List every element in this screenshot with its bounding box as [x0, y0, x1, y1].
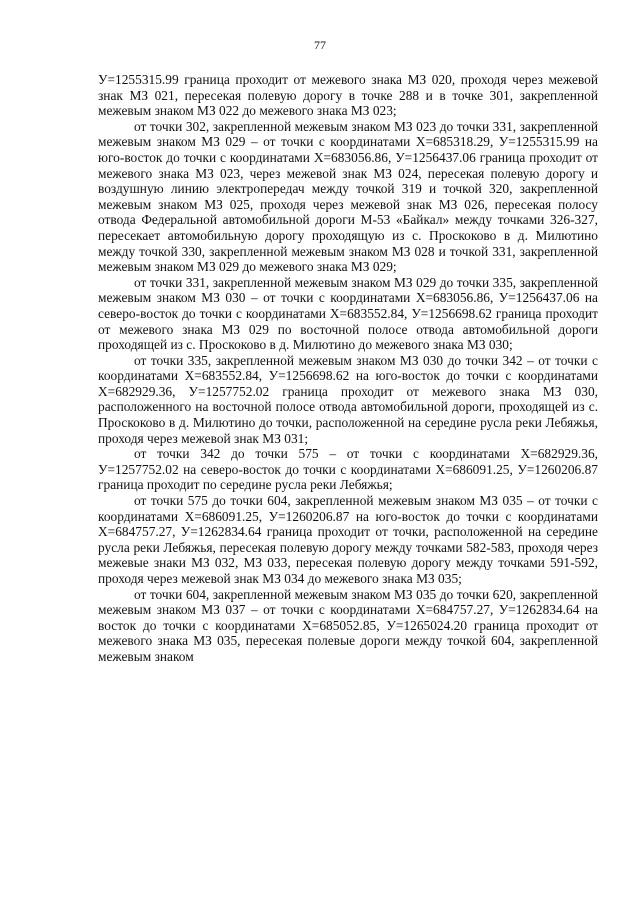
paragraph: от точки 335, закрепленной межевым знаком МЗ 030 до точки 342 – от точки с координатами Х=683552.84, У=1256698.62 на юго-восток до точки с координатами Х=682929.36, У=1257752.02 граница проходит от межевого знака МЗ 030, расположенного на восточной полосе отвода автомобильной дороги, проходящей из с. Проскоково в д. Милютино до точки, расположенной на середине русла реки Лебяжья, проходя через межевой знак МЗ 031; [98, 352, 598, 446]
paragraph: от точки 302, закрепленной межевым знаком МЗ 023 до точки 331, закрепленной межевым знаком МЗ 029 – от точки с координатами Х=685318.29, У=1255315.99 на юго-восток до точки с координатами Х=683056.86, У=1256437.06 граница проходит от межевого знака МЗ 023, через межевой знак МЗ 024, пересекая полевую дорогу и воздушную линию электропередач между точкой 319 и точкой 320, закрепленной межевым знаком МЗ 025, проходя через межевой знак МЗ 026, пересекая полосу отвода Федеральной автомобильной дороги М-53 «Байкал» между точками 326-327, пересекает автомобильную дорогу проходящую из с. Проскоково в д. Милютино между точкой 330, закрепленной межевым знаком МЗ 028 и точкой 331, закрепленной межевым знаком МЗ 029 до межевого знака МЗ 029; [98, 118, 598, 275]
page-number: 77 [314, 38, 326, 52]
paragraph: от точки 575 до точки 604, закрепленной межевым знаком МЗ 035 – от точки с координатами Х=686091.25, У=1260206.87 на юго-восток до точки с координатами Х=684757.27, У=1262834.64 граница проходит от точки, расположенной на середине русла реки Лебяжья, пересекая полевую дорогу между точками 582-583, проходя через межевые знаки МЗ 032, МЗ 033, пересекая полевую дорогу между точками 591-592, проходя через межевой знак МЗ 034 до межевого знака МЗ 035; [98, 493, 598, 586]
paragraph: от точки 604, закрепленной межевым знаком МЗ 035 до точки 620, закрепленной межевым знаком МЗ 037 – от точки с координатами Х=684757.27, У=1262834.64 на восток до точки с координатами Х=685052.85, У=1265024.20 граница проходит от межевого знака МЗ 035, пересекая полевые дороги между точкой 604, закрепленной межевым знаком [98, 586, 598, 664]
paragraph: У=1255315.99 граница проходит от межевого знака МЗ 020, проходя через межевой знак МЗ 021, пересекая полевую дорогу в точке 288 и в точке 301, закрепленной межевым знаком МЗ 022 до межевого знака МЗ 023; [98, 72, 598, 119]
paragraph: от точки 342 до точки 575 – от точки с координатами Х=682929.36, У=1257752.02 на северо-восток до точки с координатами Х=686091.25, У=1260206.87 граница проходит по середине русла реки Лебяжья; [98, 446, 598, 493]
document-body [98, 72, 598, 665]
paragraph: от точки 331, закрепленной межевым знаком МЗ 029 до точки 335, закрепленной межевым знаком МЗ 030 – от точки с координатами Х=683056.86, У=1256437.06 на северо-восток до точки с координатами Х=683552.84, У=1256698.62 граница проходит от межевого знака МЗ 029 по восточной полосе отвода автомобильной дороги проходящей из с. Проскоково в д. Милютино до межевого знака МЗ 030; [98, 274, 598, 353]
